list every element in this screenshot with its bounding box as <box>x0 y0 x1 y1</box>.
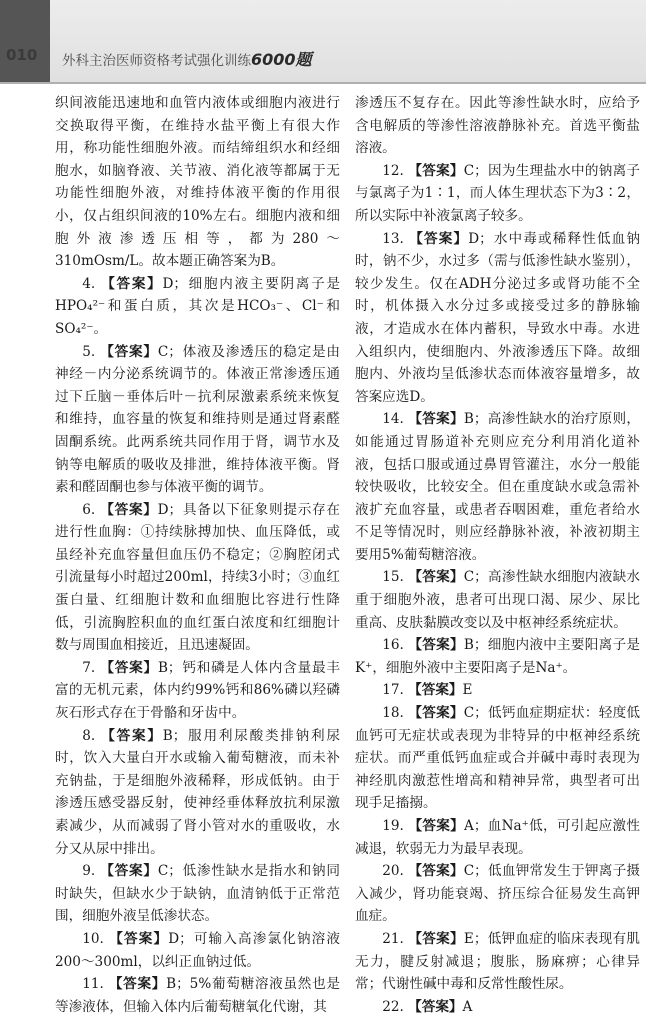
answer-label: 【答案】 <box>100 343 158 360</box>
answer-paragraph <box>355 928 640 996</box>
left-column <box>55 92 341 1015</box>
answer-text: D；具备以下征象则提示存在进行性血胸：①持续脉搏加快、血压降低，或虽经补充血容量但血压仍不稳定；②胸腔闭式引流量每小时超过200ml，持续3小时；③血红蛋白量、红细胞计数和血细胞比容进行性降低，引流胸腔积血的血红蛋白浓度和红细胞计数与周围血相接近，且迅速凝固。 <box>55 501 340 654</box>
book-title-count: 6000题 <box>251 50 312 69</box>
page-number: 010 <box>6 46 38 64</box>
answer-paragraph <box>55 725 340 861</box>
answer-text: D；可输入高渗氯化钠溶液200～300ml，以纠正血钠过低。 <box>55 930 340 970</box>
answer-label: 【答案】 <box>100 501 158 518</box>
answer-text: B；细胞内液中主要阳离子是K⁺，细胞外液中主要阳离子是Na⁺。 <box>355 637 640 676</box>
answer-text: B；5%葡萄糖溶液虽然也是等渗液体，但输入体内后葡萄糖氧化代谢，其 <box>55 976 341 1015</box>
answer-text: C；因为生理盐水中的钠离子与氯离子为1∶1，而人体生理状态下为3∶2，所以实际中补液氯离子较多。 <box>355 162 641 224</box>
question-number: 16. <box>382 637 404 654</box>
answer-paragraph <box>55 273 340 341</box>
answer-text: 渗透压不复存在。因此等渗性缺水时，应给予含电解质的等渗性溶液静脉补充。首选平衡盐溶液。 <box>355 95 640 157</box>
header-rule <box>0 82 646 84</box>
answer-label: 【答案】 <box>101 275 163 292</box>
question-number: 10. <box>82 930 104 947</box>
question-number: 20. <box>382 863 404 880</box>
answer-label: 【答案】 <box>101 727 163 744</box>
answer-paragraph <box>355 160 640 228</box>
answer-text: C；高渗性缺水细胞内液缺水重于细胞外液，患者可出现口渴、尿少、尿比重高、皮肤黏膜改变以及中枢神经系统症状。 <box>355 569 641 631</box>
answer-text: C；体液及渗透压的稳定是由神经－内分泌系统调节的。体液正常渗透压通过下丘脑－垂体后叶－抗利尿激素系统来恢复和维持，血容量的恢复和维持则是通过肾素醛固酮系统。此两系统共同作用于肾，调节水及钠等电解质的吸收及排泄，维持体液平衡。肾素和醛固酮也参与体液平衡的调节。 <box>55 343 340 496</box>
answer-paragraph <box>355 679 640 702</box>
answer-label: 【答案】 <box>408 637 464 654</box>
question-number: 21. <box>382 930 404 947</box>
answer-paragraph <box>355 996 640 1018</box>
answer-text: 织间液能迅速地和血管内液体或细胞内液进行交换取得平衡，在维持水盐平衡上有很大作用，称功能性细胞外液。而结缔组织水和经细胞水，如脑脊液、关节液、消化液等都属于无功能性细胞外液，对维持体液平衡的作用很小，仅占组织间液的10%左右。细胞内液和细胞外液渗透压相等，都为280～310mOsm/L。故本题正确答案为B。 <box>55 95 340 270</box>
answer-paragraph <box>355 815 640 860</box>
header-tab <box>0 0 50 82</box>
question-number: 7. <box>82 659 96 676</box>
answer-text: A；血Na⁺低，可引起应激性减退，软弱无力为最早表现。 <box>355 818 640 857</box>
question-number: 18. <box>382 705 404 722</box>
answer-text: C；低渗性缺水是指水和钠同时缺失，但缺水少于缺钠，血清钠低于正常范围，细胞外液呈低渗状态。 <box>55 863 340 925</box>
answer-paragraph <box>355 702 640 815</box>
answer-label: 【答案】 <box>108 976 167 993</box>
question-number: 17. <box>382 682 404 699</box>
answer-label: 【答案】 <box>408 162 464 179</box>
answer-paragraph <box>355 408 640 566</box>
answer-paragraph <box>55 973 340 1018</box>
answer-paragraph <box>55 499 340 657</box>
answer-text: B；高渗性缺水的治疗原则，如能通过胃肠道补充则应充分利用消化道补液，包括口服或通过鼻胃管灌注，水分一般能较快吸收，比较安全。但在重度缺水或急需补液扩充血容量，或患者吞咽困难，重危者给水不足等情况时，则应经静脉补液，补液初期主要用5%葡萄糖溶液。 <box>355 411 640 563</box>
answer-paragraph <box>355 228 640 409</box>
answer-label: 【答案】 <box>408 818 465 834</box>
question-number: 8. <box>82 727 96 744</box>
answer-label: 【答案】 <box>408 569 464 586</box>
question-number: 15. <box>382 569 404 586</box>
question-number: 5. <box>82 343 96 360</box>
question-number: 9. <box>82 863 96 880</box>
answer-text: E <box>462 682 473 699</box>
right-column <box>355 92 641 1015</box>
answer-label: 【答案】 <box>408 863 464 880</box>
page-header <box>0 0 646 88</box>
answer-text: C；低血钾常发生于钾离子摄入减少，肾功能衰竭、挤压综合征易发生高钾血症。 <box>355 863 641 925</box>
answer-text: B；服用利尿酸类排钠利尿时，饮入大量白开水或输入葡萄糖液，而未补充钠盐，于是细胞外液稀释，形成低钠。由于渗透压感受器反射，使神经垂体释放抗利尿激素减少，从而减弱了肾小管对水的重吸收，水分又从尿中排出。 <box>55 727 340 857</box>
question-number: 14. <box>382 411 404 428</box>
answer-label: 【答案】 <box>100 659 158 676</box>
answer-text: B；钙和磷是人体内含量最丰富的无机元素，体内约99%钙和86%磷以羟磷灰石形式存在于骨骼和牙齿中。 <box>55 659 340 722</box>
answer-label: 【答案】 <box>408 682 463 699</box>
answer-paragraph <box>55 860 340 928</box>
answer-paragraph <box>55 657 340 725</box>
continued-paragraph <box>55 92 340 273</box>
answer-text: D；水中毒或稀释性低血钠时，钠不少，水过多（需与低渗性缺水鉴别），较少发生。仅在ADH分泌过多或肾功能不全时，机体摄入水分过多或接受过多的静脉输液，才造成水在体内蓄积，导致水中毒。水进入组织内，使细胞内、外液渗透压下降。故细胞内、外液均呈低渗状态而体液容量增多，故答案应选D。 <box>355 230 640 405</box>
question-number: 6. <box>82 501 96 518</box>
answer-text: A <box>462 998 473 1015</box>
answer-paragraph <box>355 634 640 679</box>
answer-label: 【答案】 <box>408 998 463 1015</box>
answer-paragraph <box>55 928 340 973</box>
question-number: 12. <box>382 162 404 179</box>
question-number: 4. <box>82 275 96 292</box>
answer-text: E；低钾血症的临床表现有肌无力，腱反射减退；腹胀，肠麻痹；心律异常；代谢性碱中毒和反常性酸性尿。 <box>355 930 640 993</box>
question-number: 11. <box>82 976 104 993</box>
book-title <box>62 47 312 70</box>
question-number: 13. <box>382 230 404 247</box>
book-title-text: 外科主治医师资格考试强化训练 <box>62 53 251 69</box>
answer-paragraph <box>355 566 640 634</box>
answer-label: 【答案】 <box>409 230 469 247</box>
continued-paragraph <box>355 92 640 160</box>
answer-label: 【答案】 <box>100 863 158 880</box>
answer-paragraph <box>55 341 340 499</box>
question-number: 19. <box>382 818 404 834</box>
answer-label: 【答案】 <box>109 930 169 947</box>
answer-paragraph <box>355 860 640 928</box>
question-number: 22. <box>382 998 404 1015</box>
answer-label: 【答案】 <box>408 705 464 722</box>
answer-label: 【答案】 <box>408 930 464 947</box>
answer-label: 【答案】 <box>408 411 464 428</box>
answer-text: C；低钙血症期症状：轻度低血钙可无症状或表现为非特异的中枢神经系统症状。而严重低钙血症或合并碱中毒时表现为神经肌肉激惹性增高和精神异常，典型者可出现手足搐搦。 <box>355 705 641 812</box>
answer-text: D；细胞内液主要阴离子是HPO₄²⁻和蛋白质，其次是HCO₃⁻、Cl⁻和SO₄²⁻。 <box>55 275 341 337</box>
